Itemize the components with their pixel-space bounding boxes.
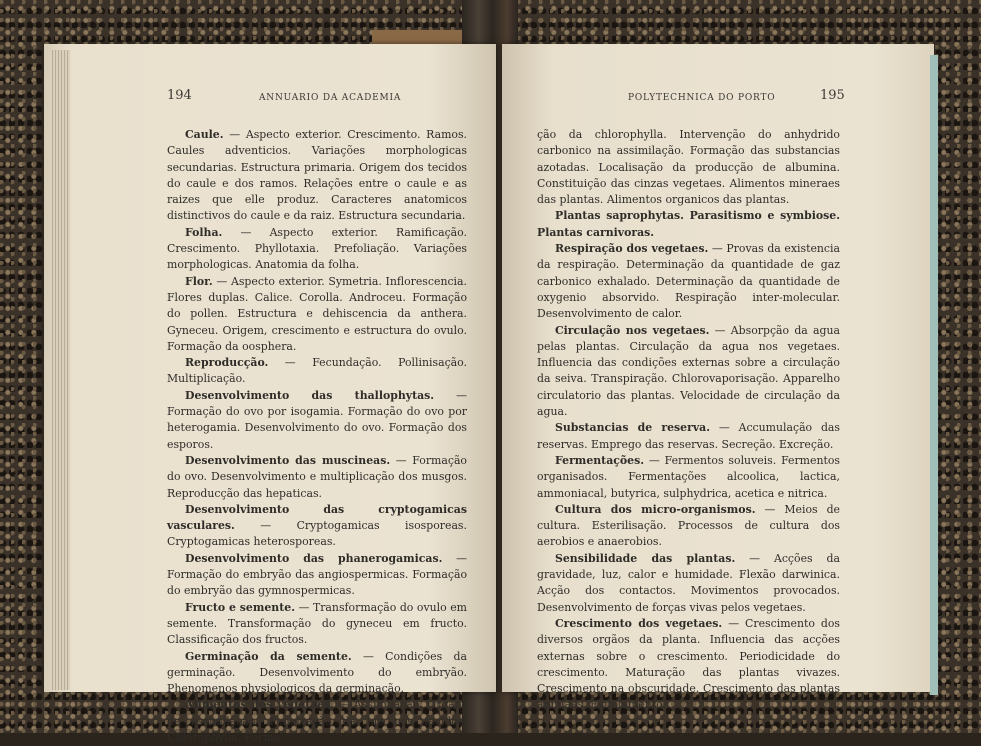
paragraph-sensibilidade: Sensibilidade das plantas. — Acções da gravidade, luz, calor e humidade. Flexão darwinica. Acção dos contactos. Movimentos provocados. Desenvolvimento de forças vivas pelos vegetaes. [537, 551, 840, 614]
paragraph-cryptogamicas: Desenvolvimento das cryptogamicas vasculares. — Cryptogamicas isosporeas. Cryptogamicas heterosporeas. [167, 502, 467, 549]
paragraph-folha: Folha. — Aspecto exterior. Ramificação. Crescimento. Phyllotaxia. Prefoliação. Variações morphologicas. Anatomia da folha. [167, 225, 467, 272]
paragraph-germinacao: Germinação da semente. — Condições da germinação. Desenvolvimento do embryão. Phenomenos physiologicos da germinação. [167, 649, 467, 696]
paragraph-alimentos: Alimentos dos vegetaes. — Assimilação. Orgãos de assimilação. Penetração da luz nos tecidos. Chlorophylla. Forma- [167, 698, 467, 744]
paragraph-fructo: Fructo e semente. — Transformação do ovulo em semente. Transformação do gyneceu em fructo. Classificação dos fructos. [167, 600, 467, 647]
left-page-number: 194 [167, 88, 192, 103]
paragraph-flor: Flor. — Aspecto exterior. Symetria. Inflorescencia. Flores duplas. Calice. Corolla. Androceu. Formação do pollen. Estructura e dehiscencia da anthera. Gyneceu. Origem, crescimento e estructura do ovulo. Formação da oosphera. [167, 274, 467, 353]
paragraph-thallophytas: Desenvolvimento das thallophytas. — Formação do ovo por isogamia. Formação do ovo por heterogamia. Desenvolvimento do ovo. Formação dos esporos. [167, 388, 468, 451]
paragraph-reserva: Substancias de reserva. — Accumulação das reservas. Emprego das reservas. Secreção. Excreção. [537, 421, 841, 451]
paragraph-continuation: ção da chlorophylla. Intervenção do anhydrido carbonico na assimilação. Formação das substancias azotadas. Localisação da producção de albumina. Constituição das cinzas vegetaes. Alimentos mineraes das plantas. Alimentos organicos das plantas. [537, 128, 840, 207]
paragraph-saprophytas: Plantas saprophytas. Parasitismo e symbiose. Plantas carnivoras. [537, 209, 840, 239]
paragraph-fermentacoes: Fermentações. — Fermentos soluveis. Fermentos organisados. Fermentações alcoolica, lactica, ammoniacal, butyrica, sulphydrica, acetica e nitrica. [537, 453, 840, 500]
right-page-edge [930, 55, 938, 695]
paragraph-crescimento: Crescimento dos vegetaes. — Crescimento dos diversos orgãos da planta. Influencia das acções externas sobre o crescimento. Periodicidade do crescimento. Maturação das plantas vivazes. Crescimento na obscuridade. Crescimento das plantas annuaes. Estiolamento. [537, 616, 840, 712]
left-page-stack-edge [52, 50, 70, 690]
right-text-column [537, 127, 840, 714]
paragraph-circulacao: Circulação nos vegetaes. — Absorpção da agua pelas plantas. Circulação da agua nos vegetaes. Influencia das condições externas sobre a circulação da seiva. Transpiração. Chlorovaporisação. Apparelho circulatorio das plantas. Velocidade de circulação da agua. [537, 323, 840, 419]
right-running-header: POLYTECHNICA DO PORTO [628, 93, 776, 103]
left-running-header: ANNUARIO DA ACADEMIA [259, 93, 402, 103]
right-page-number: 195 [820, 88, 845, 103]
paragraph-muscineas: Desenvolvimento das muscineas. — Formação do ovo. Desenvolvimento e multiplicação dos musgos. Reproducção das hepaticas. [167, 453, 467, 500]
paragraph-caule: Caule. — Aspecto exterior. Crescimento. Ramos. Caules adventicios. Variações morphologicas secundarias. Estructura primaria. Origem dos tecidos do caule e dos ramos. Relações entre o caule e as raizes que elle produz. Caracteres anatomicos distinctivos do caule e da raiz. Estructura secundaria. [167, 128, 467, 223]
paragraph-cultura: Cultura dos micro-organismos. — Meios de cultura. Esterilisação. Processos de cultura dos aerobios e anaerobios. [537, 502, 840, 549]
paragraph-phanerogamicas: Desenvolvimento das phanerogamicas. — Formação do embryão das angiospermicas. Formação do embryão das gymnospermicas. [167, 551, 467, 598]
paragraph-respiracao: Respiração dos vegetaes. — Provas da existencia da respiração. Determinação da quantidade de gaz carbonico exhalado. Determinação da quantidade de oxygenio absorvido. Respiração inter-molecular. Desenvolvimento de calor. [537, 242, 840, 321]
paragraph-reproduccao: Reproducção. — Fecundação. Pollinisação. Multiplicação. [167, 356, 467, 386]
left-text-column [167, 127, 467, 746]
